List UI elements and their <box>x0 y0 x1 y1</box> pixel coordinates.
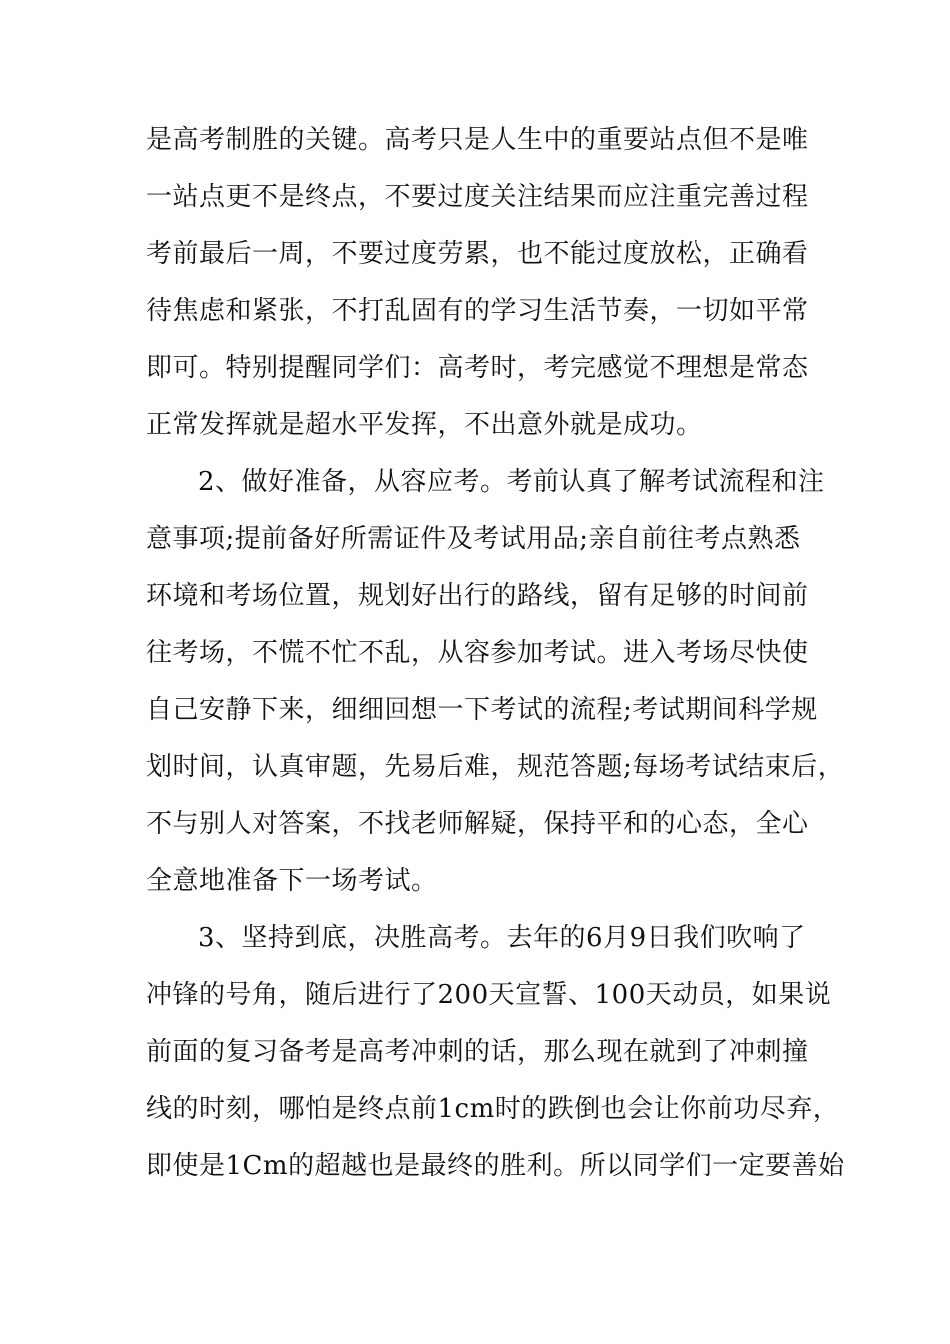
text-line-13: 不与别人对答案，不找老师解疑，保持平和的心态，全心 <box>146 809 809 839</box>
text-line-1: 是高考制胜的关键。高考只是人生中的重要站点但不是唯 <box>146 125 809 155</box>
paragraph-2-first-line: 2、做好准备，从容应考。考前认真了解考试流程和注 <box>198 467 825 497</box>
paragraph-3-first-line: 3、坚持到底，决胜高考。去年的6月9日我们吹响了 <box>198 923 806 953</box>
text-line-8: 意事项;提前备好所需证件及考试用品;亲自前往考点熟悉 <box>146 524 801 554</box>
text-line-12: 划时间，认真审题，先易后难，规范答题;每场考试结束后， <box>146 752 845 782</box>
text-line-18: 线的时刻，哪怕是终点前1cm时的跌倒也会让你前功尽弃， <box>146 1094 840 1124</box>
text-line-6: 正常发挥就是超水平发挥，不出意外就是成功。 <box>146 410 703 440</box>
text-line-10: 往考场，不慌不忙不乱，从容参加考试。进入考场尽快使 <box>146 638 809 668</box>
text-line-16: 冲锋的号角，随后进行了200天宣誓、100天动员，如果说 <box>146 980 832 1010</box>
document-body <box>146 112 845 1195</box>
text-line-2: 一站点更不是终点，不要过度关注结果而应注重完善过程 <box>146 182 809 212</box>
text-line-19: 即使是1Cm的超越也是最终的胜利。所以同学们一定要善始 <box>146 1151 845 1181</box>
text-line-4: 待焦虑和紧张，不打乱固有的学习生活节奏，一切如平常 <box>146 296 809 326</box>
text-line-9: 环境和考场位置，规划好出行的路线，留有足够的时间前 <box>146 581 809 611</box>
text-line-5: 即可。特别提醒同学们：高考时，考完感觉不理想是常态 <box>146 353 809 383</box>
text-line-11: 自己安静下来，细细回想一下考试的流程;考试期间科学规 <box>146 695 818 725</box>
text-line-17: 前面的复习备考是高考冲刺的话，那么现在就到了冲刺撞 <box>146 1037 809 1067</box>
text-line-3: 考前最后一周，不要过度劳累，也不能过度放松，正确看 <box>146 239 809 269</box>
text-line-14: 全意地准备下一场考试。 <box>146 866 438 896</box>
